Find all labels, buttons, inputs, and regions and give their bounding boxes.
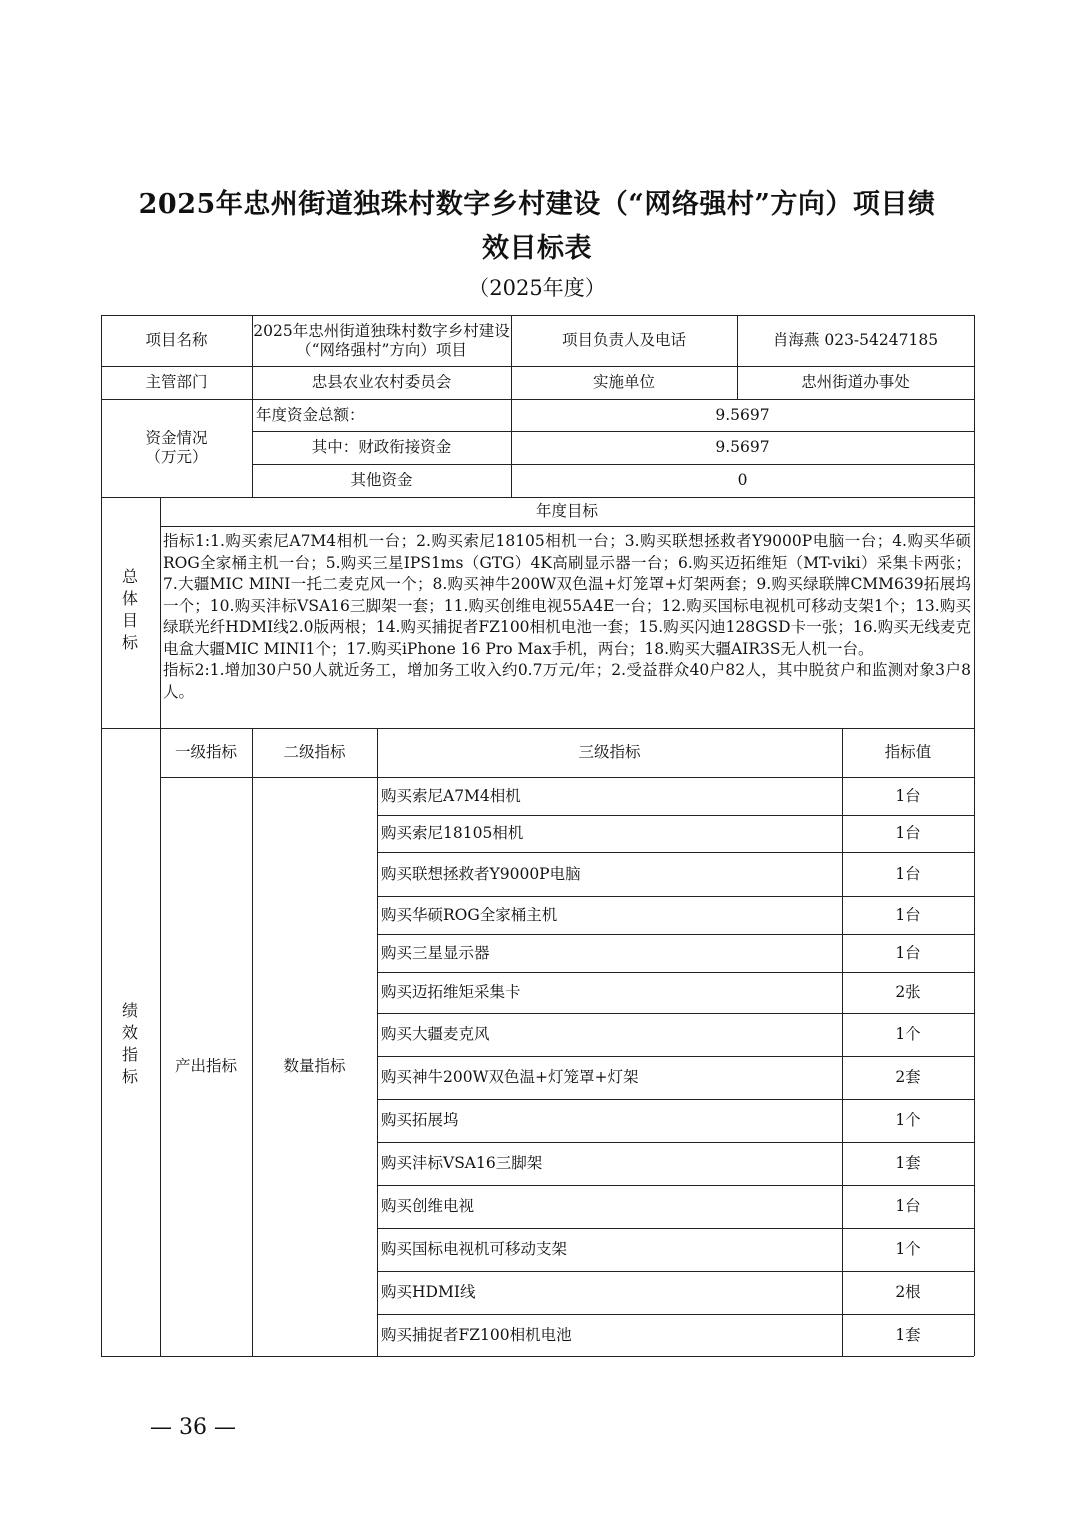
indicator-value: 1台 [895,864,921,883]
owner-label: 项目负责人及电话 [561,331,686,350]
indicator-name: 购买神牛200W双色温+灯笼罩+灯架 [381,1068,639,1087]
header-value: 指标值 [884,743,932,762]
funds-fiscal-label: 其中：财政衔接资金 [311,438,452,457]
header-level2: 二级指标 [283,743,346,762]
indicator-value: 1台 [895,943,921,962]
indicator-value: 1套 [895,1154,921,1173]
indicator-value: 1个 [895,1240,921,1259]
indicator-name: 购买沣标VSA16三脚架 [381,1154,543,1173]
indicator-value: 1个 [895,1111,921,1130]
owner-value: 肖海燕 023-54247185 [772,331,939,350]
indicator-value: 1个 [895,1025,921,1044]
funds-fiscal-value: 9.5697 [715,438,770,457]
table-rule [974,315,975,1356]
document-title-line1: 2025年忠州街道独珠村数字乡村建设（“网络强村”方向）项目绩 [138,189,936,220]
indicator-name: 购买捕捉者FZ100相机电池 [381,1325,572,1344]
impl-value: 忠州街道办事处 [801,373,910,392]
header-level3: 三级指标 [578,743,641,762]
indicator-value: 1台 [895,905,921,924]
project-name-value: 2025年忠州街道独珠村数字乡村建设（“网络强村”方向）项目 [253,321,510,359]
document-subtitle: （2025年度） [468,276,606,300]
goals-side-label: 总体目标 [121,567,138,652]
funds-total-label: 年度资金总额： [256,405,365,424]
funds-label-line2: （万元） [145,448,208,466]
indicator-value: 2张 [895,983,921,1002]
indicator-value: 2根 [895,1283,921,1302]
funds-other-value: 0 [737,471,748,490]
dept-label: 主管部门 [145,373,208,392]
goals-indicator2: 指标2:1.增加30户50人就近务工，增加务工收入约0.7万元/年；2.受益群众40户82人，其中脱贫户和监测对象3户8人。 [163,661,971,701]
indicator-name: 购买索尼18105相机 [381,824,524,843]
table-rule [160,526,974,527]
indicator-value: 2套 [895,1068,921,1087]
goals-indicator1: 指标1:1.购买索尼A7M4相机一台；2.购买索尼18105相机一台；3.购买联想拯救者Y9000P电脑一台；4.购买华硕ROG全家桶主机一台；5.购买三星IPS1ms（GTG）4K高刷显示器一台；6.购买迈拓维矩（MT-viki）采集卡两张；7.大疆MIC MINI一托二麦克风一个；8.购买神牛200W双色温+灯笼罩+灯架两套；9.购买绿联牌CMM639拓展坞一个；10.购买沣标VSA16三脚架一套；11.购买创维电视55A4E一台；12.购买国标电视机可移动支架1个；13.购买绿联光纤HDMI线2.0版两根；14.购买捕捉者FZ100相机电池一套；15.购买闪迪128GSD卡一张；16.购买无线麦克电盒大疆MIC MINI1个；17.购买iPhone 16 Pro Max手机，两台；18.购买大疆AIR3S无人机一台。 [163,532,971,658]
indicator-name: 购买三星显示器 [381,943,490,962]
project-name-label: 项目名称 [145,331,208,350]
funds-label [101,399,252,497]
page-number: — 36 — [150,1415,236,1440]
indicator-value: 1套 [895,1325,921,1344]
impl-label: 实施单位 [592,373,655,392]
indicator-value: 1台 [895,824,921,843]
indicator-name: 购买国标电视机可移动支架 [381,1240,568,1259]
indicator-value: 1台 [895,786,921,805]
document-title-line2: 效目标表 [482,233,592,264]
funds-total-value: 9.5697 [715,405,770,424]
indicator-name: 购买华硕ROG全家桶主机 [381,905,558,924]
indicator-name: 购买迈拓维矩采集卡 [381,983,521,1002]
goals-text [163,531,971,703]
indicator-name: 购买HDMI线 [381,1283,476,1302]
level2-quantity: 数量指标 [283,1057,346,1076]
level1-output: 产出指标 [174,1057,237,1076]
indicator-name: 购买创维电视 [381,1197,475,1216]
indicator-name: 购买联想拯救者Y9000P电脑 [381,864,581,883]
header-level1: 一级指标 [174,743,237,762]
table-rule [101,1356,377,1357]
funds-label-line1: 资金情况 [145,429,208,448]
indicator-name: 购买拓展坞 [381,1111,459,1130]
indicator-name: 购买大疆麦克风 [381,1025,490,1044]
funds-other-label: 其他资金 [350,471,413,490]
perf-side-label: 绩效指标 [121,1001,138,1086]
indicator-value: 1台 [895,1197,921,1216]
dept-value: 忠县农业农村委员会 [311,373,452,392]
indicator-name: 购买索尼A7M4相机 [381,786,521,805]
goals-header: 年度目标 [535,502,598,521]
table-rule [377,1356,974,1357]
